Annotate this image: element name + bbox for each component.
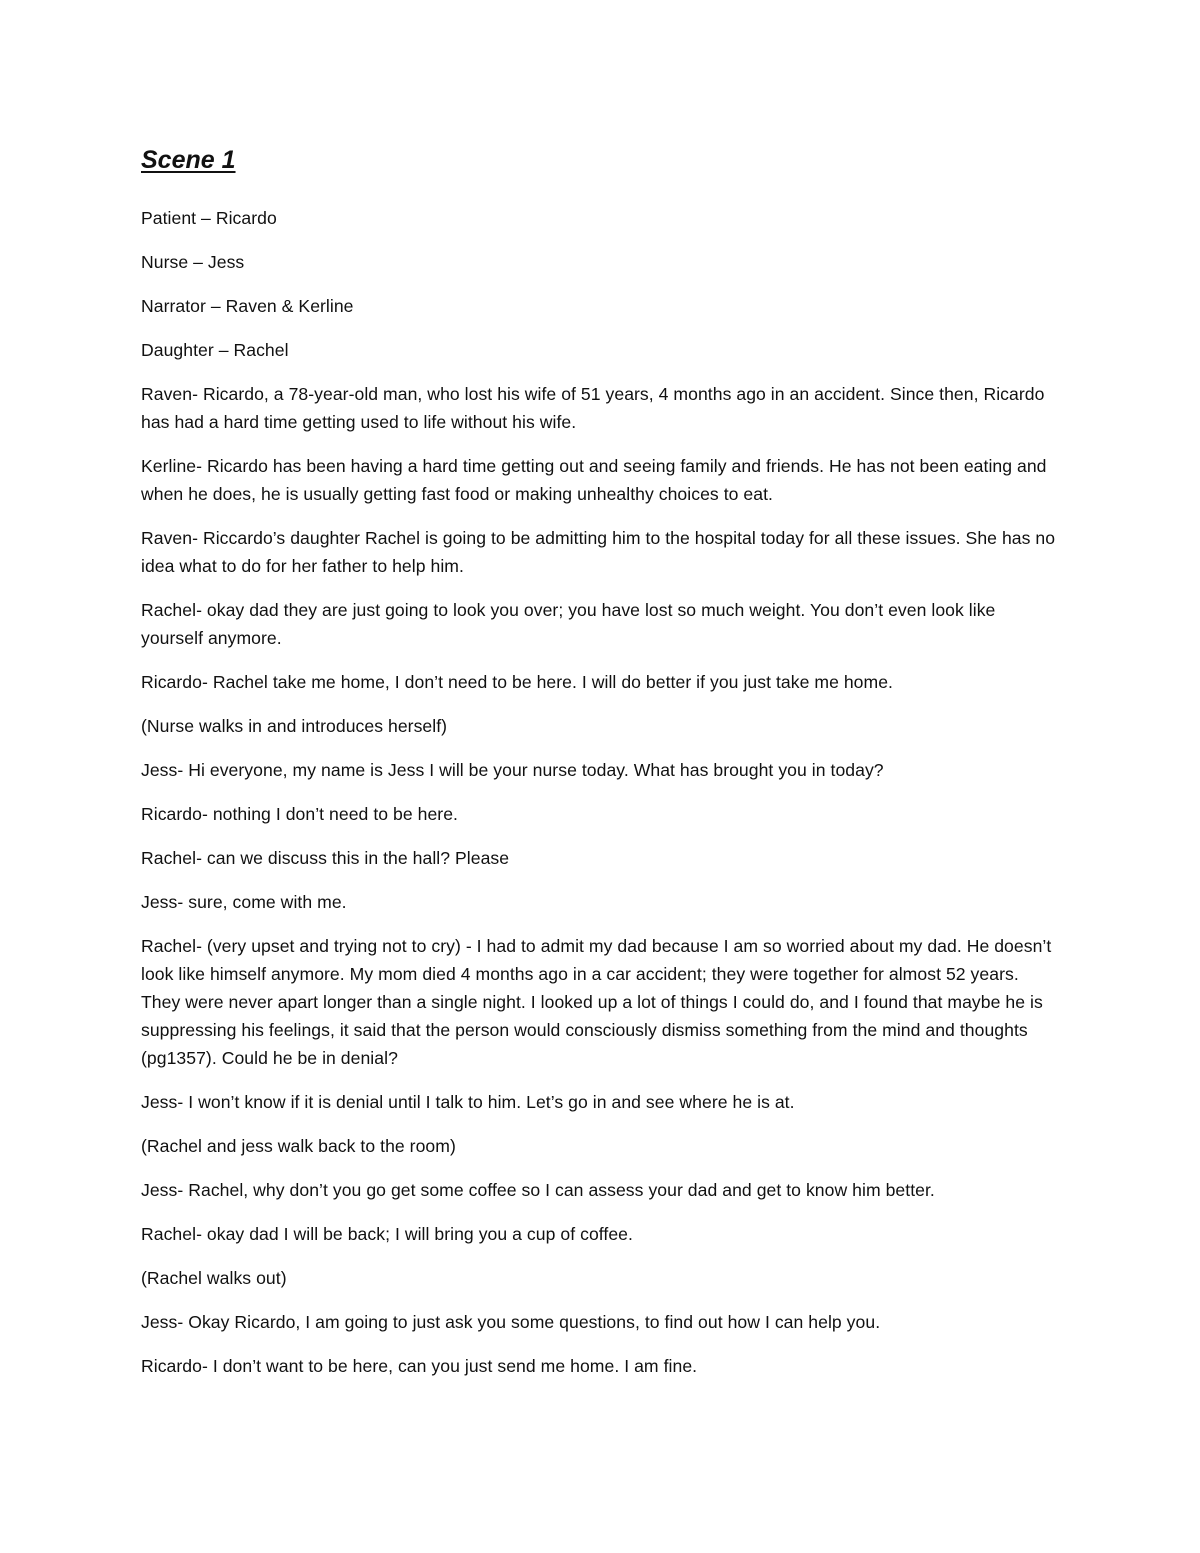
script-line: Ricardo- Rachel take me home, I don’t need to be here. I will do better if you just take me home. [141, 672, 893, 692]
script-line: Raven- Ricardo, a 78-year-old man, who lost his wife of 51 years, 4 months ago in an accident. Since then, Ricardo has had a hard time getting used to life without his wife. [141, 384, 1045, 432]
stage-direction: (Rachel walks out) [141, 1268, 287, 1288]
script-line: Rachel- (very upset and trying not to cry) - I had to admit my dad because I am so worried about my dad. He doesn’t look like himself anymore. My mom died 4 months ago in a car accident; they were together for almost 52 years. They were never apart longer than a single night. I looked up a lot of things I could do, and I found that maybe he is suppressing his feelings, it said that the person would consciously dismiss something from the mind and thoughts (pg1357). Could he be in denial? [141, 936, 1052, 1068]
script-line: Rachel- can we discuss this in the hall? Please [141, 848, 510, 868]
cast-item: Nurse – Jess [141, 252, 245, 272]
cast-item: Narrator – Raven & Kerline [141, 296, 354, 316]
script-line: Raven- Riccardo’s daughter Rachel is going to be admitting him to the hospital today for all these issues. She has no idea what to do for her father to help him. [141, 528, 1056, 576]
script-line: Ricardo- I don’t want to be here, can you just send me home. I am fine. [141, 1356, 698, 1376]
cast-list [141, 204, 1061, 364]
script-line: Jess- Hi everyone, my name is Jess I will be your nurse today. What has brought you in today? [141, 760, 884, 780]
script-line: Kerline- Ricardo has been having a hard time getting out and seeing family and friends. He has not been eating and when he does, he is usually getting fast food or making unhealthy choices to eat. [141, 456, 1047, 504]
cast-item: Daughter – Rachel [141, 340, 289, 360]
script-line: Jess- Okay Ricardo, I am going to just ask you some questions, to find out how I can help you. [141, 1312, 881, 1332]
script-line: Jess- Rachel, why don’t you go get some coffee so I can assess your dad and get to know him better. [141, 1180, 935, 1200]
script-body [141, 380, 1061, 1380]
stage-direction: (Rachel and jess walk back to the room) [141, 1136, 456, 1156]
script-line: Ricardo- nothing I don’t need to be here. [141, 804, 458, 824]
script-line: Rachel- okay dad they are just going to look you over; you have lost so much weight. You don’t even look like yourself anymore. [141, 600, 996, 648]
script-line: Jess- sure, come with me. [141, 892, 347, 912]
scene-title: Scene 1 [141, 146, 236, 174]
cast-item: Patient – Ricardo [141, 208, 277, 228]
stage-direction: (Nurse walks in and introduces herself) [141, 716, 448, 736]
script-line: Rachel- okay dad I will be back; I will bring you a cup of coffee. [141, 1224, 633, 1244]
document-page [141, 138, 1061, 1396]
script-line: Jess- I won’t know if it is denial until I talk to him. Let’s go in and see where he is at. [141, 1092, 795, 1112]
